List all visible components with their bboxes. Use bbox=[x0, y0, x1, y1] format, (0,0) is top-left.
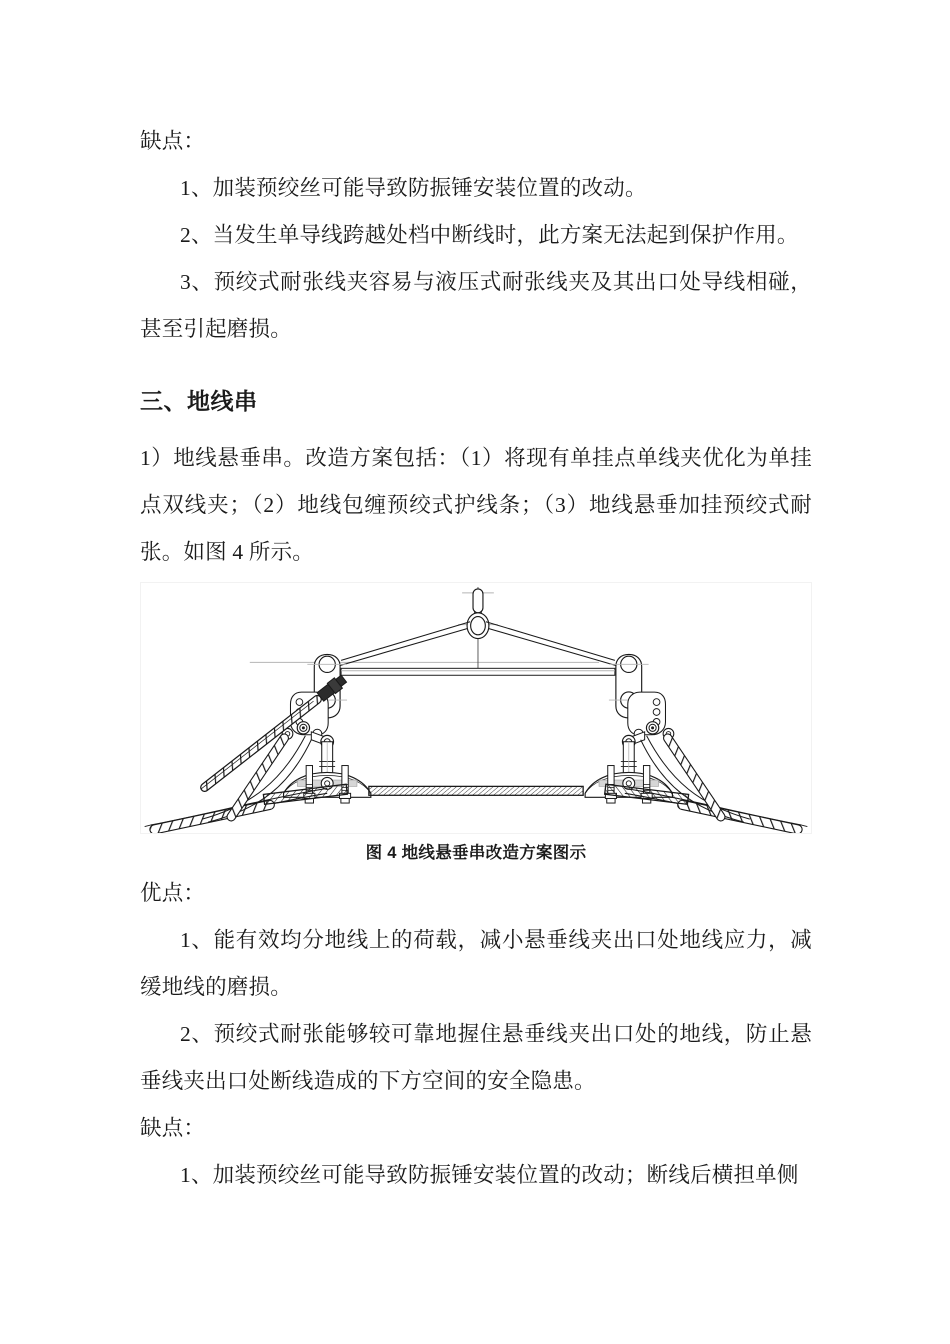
figure-4-caption: 图 4 地线悬垂串改造方案图示 bbox=[365, 844, 587, 862]
figure-4-drawing-frame bbox=[140, 582, 812, 834]
advantages-label: 优点： bbox=[140, 881, 206, 905]
disadvantage-bottom-item-1: 1、加装预绞丝可能导致防振锤安装位置的改动；断线后横担单侧 bbox=[180, 1163, 799, 1187]
center-ground-wire bbox=[369, 786, 583, 795]
page-content bbox=[140, 118, 812, 1199]
yoke-cross-bar bbox=[341, 668, 615, 675]
disadvantage-item-3: 3、预绞式耐张线夹容易与液压式耐张线夹及其出口处导线相碰，甚至引起磨损。 bbox=[140, 270, 812, 341]
section-heading-ground-wire-string: 三、地线串 bbox=[140, 388, 258, 414]
paragraph-suspension-string-plan: 1）地线悬垂串。改造方案包括：（1）将现有单挂点单线夹优化为单挂点双线夹；（2）地线包缠预绞式护线条；（3）地线悬垂加挂预绞式耐张。如图 4 所示。 bbox=[140, 446, 812, 564]
advantage-item-1: 1、能有效均分地线上的荷载，减小悬垂线夹出口处地线应力，减缓地线的磨损。 bbox=[140, 928, 812, 999]
disadvantages-label-top: 缺点： bbox=[140, 129, 206, 153]
ground-wire-assembly-svg bbox=[141, 583, 811, 833]
figure-4 bbox=[140, 582, 812, 870]
advantage-item-2: 2、预绞式耐张能够较可靠地握住悬垂线夹出口处的地线，防止悬垂线夹出口处断线造成的下方空间的安全隐患。 bbox=[140, 1022, 812, 1093]
disadvantage-item-1: 1、加装预绞丝可能导致防振锤安装位置的改动。 bbox=[180, 176, 647, 200]
disadvantages-label-bottom: 缺点： bbox=[140, 1116, 206, 1140]
disadvantage-item-2: 2、当发生单导线跨越处档中断线时，此方案无法起到保护作用。 bbox=[180, 223, 799, 247]
